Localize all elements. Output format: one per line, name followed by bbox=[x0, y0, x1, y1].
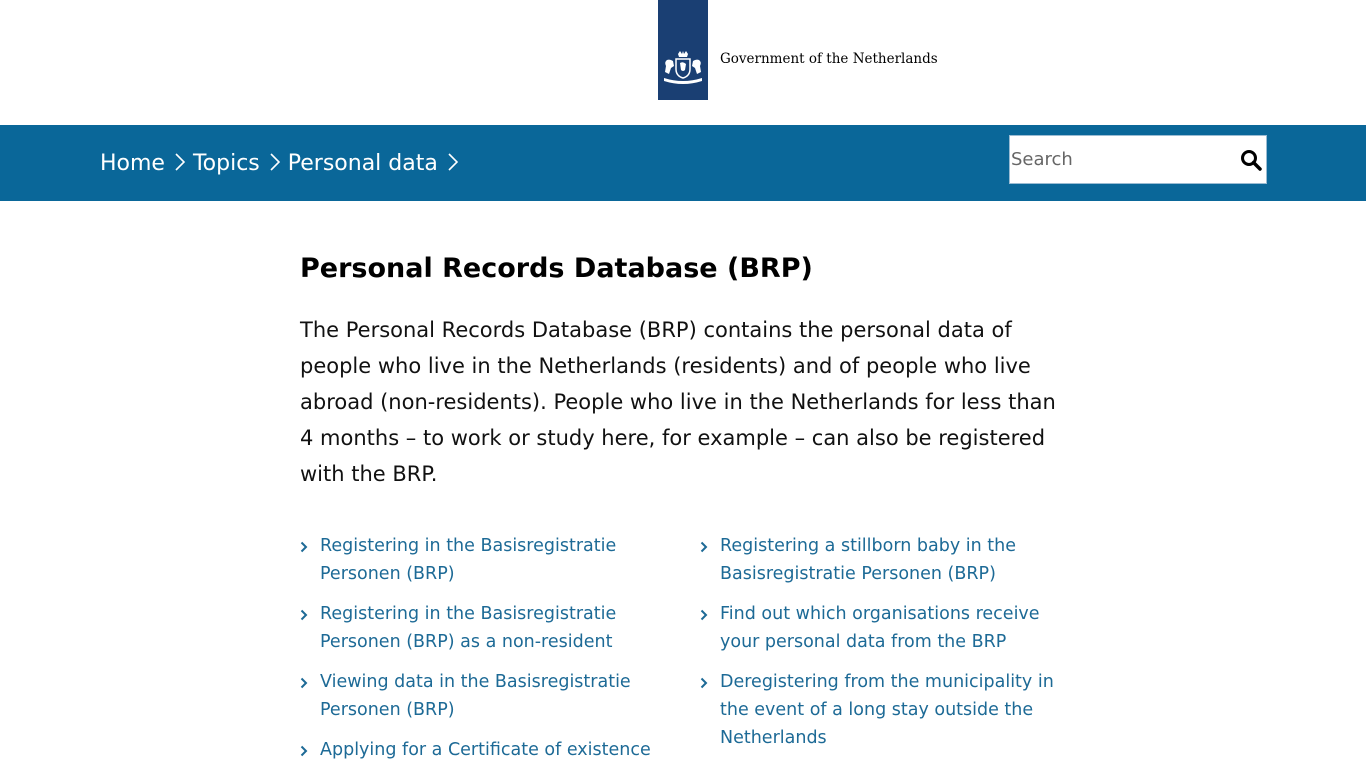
link-organisations-receive-data[interactable]: Find out which organisations receive your personal data from the BRP bbox=[720, 604, 1040, 652]
search-button[interactable] bbox=[1236, 136, 1266, 183]
link-deregistering[interactable]: Deregistering from the municipality in the event of a long stay outside the Netherlands bbox=[720, 672, 1054, 748]
chevron-right-icon bbox=[700, 600, 720, 625]
list-item bbox=[700, 668, 1070, 752]
link-stillborn-baby[interactable]: Registering a stillborn baby in the Basisregistratie Personen (BRP) bbox=[720, 536, 1016, 584]
logo-link[interactable] bbox=[658, 0, 708, 100]
link-viewing-data[interactable]: Viewing data in the Basisregistratie Personen (BRP) bbox=[320, 672, 631, 720]
topic-links bbox=[300, 532, 1080, 764]
chevron-right-icon bbox=[442, 125, 462, 201]
chevron-right-icon bbox=[300, 532, 320, 557]
list-item bbox=[300, 600, 660, 656]
page-title: Personal Records Database (BRP) bbox=[300, 253, 813, 284]
list-item bbox=[300, 736, 660, 764]
links-right-column bbox=[700, 532, 1080, 764]
search-form bbox=[1009, 135, 1267, 184]
main-content bbox=[300, 201, 1080, 764]
links-left-column bbox=[300, 532, 700, 764]
list-item bbox=[700, 600, 1070, 656]
chevron-right-icon bbox=[700, 668, 720, 693]
breadcrumb-topics[interactable]: Topics bbox=[192, 150, 260, 176]
breadcrumb-personal-data[interactable]: Personal data bbox=[287, 150, 438, 176]
search-icon bbox=[1240, 149, 1262, 171]
link-registering-non-resident[interactable]: Registering in the Basisregistratie Personen (BRP) as a non-resident bbox=[320, 604, 617, 652]
link-registering-brp[interactable]: Registering in the Basisregistratie Personen (BRP) bbox=[320, 536, 617, 584]
chevron-right-icon bbox=[264, 125, 284, 201]
breadcrumb-home[interactable]: Home bbox=[100, 150, 165, 176]
org-name: Government of the Netherlands bbox=[720, 51, 938, 67]
chevron-right-icon bbox=[700, 532, 720, 557]
navbar bbox=[0, 125, 1366, 201]
list-item bbox=[300, 532, 660, 588]
breadcrumb bbox=[100, 125, 466, 201]
list-item bbox=[300, 668, 660, 724]
coat-of-arms-icon bbox=[661, 50, 705, 86]
site-header bbox=[0, 0, 1366, 125]
intro-paragraph: The Personal Records Database (BRP) contains the personal data of people who live in the Netherlands (residents) and of people who live abroad (non-residents). People who live in the Netherlands for less than 4 months – to work or study here, for example – can also be registered with the BRP. bbox=[300, 318, 1056, 486]
chevron-right-icon bbox=[300, 736, 320, 761]
chevron-right-icon bbox=[169, 125, 189, 201]
search-input[interactable] bbox=[1010, 136, 1236, 183]
link-certificate-of-existence[interactable]: Applying for a Certificate of existence bbox=[320, 740, 651, 760]
list-item bbox=[700, 532, 1070, 588]
chevron-right-icon bbox=[300, 668, 320, 693]
chevron-right-icon bbox=[300, 600, 320, 625]
